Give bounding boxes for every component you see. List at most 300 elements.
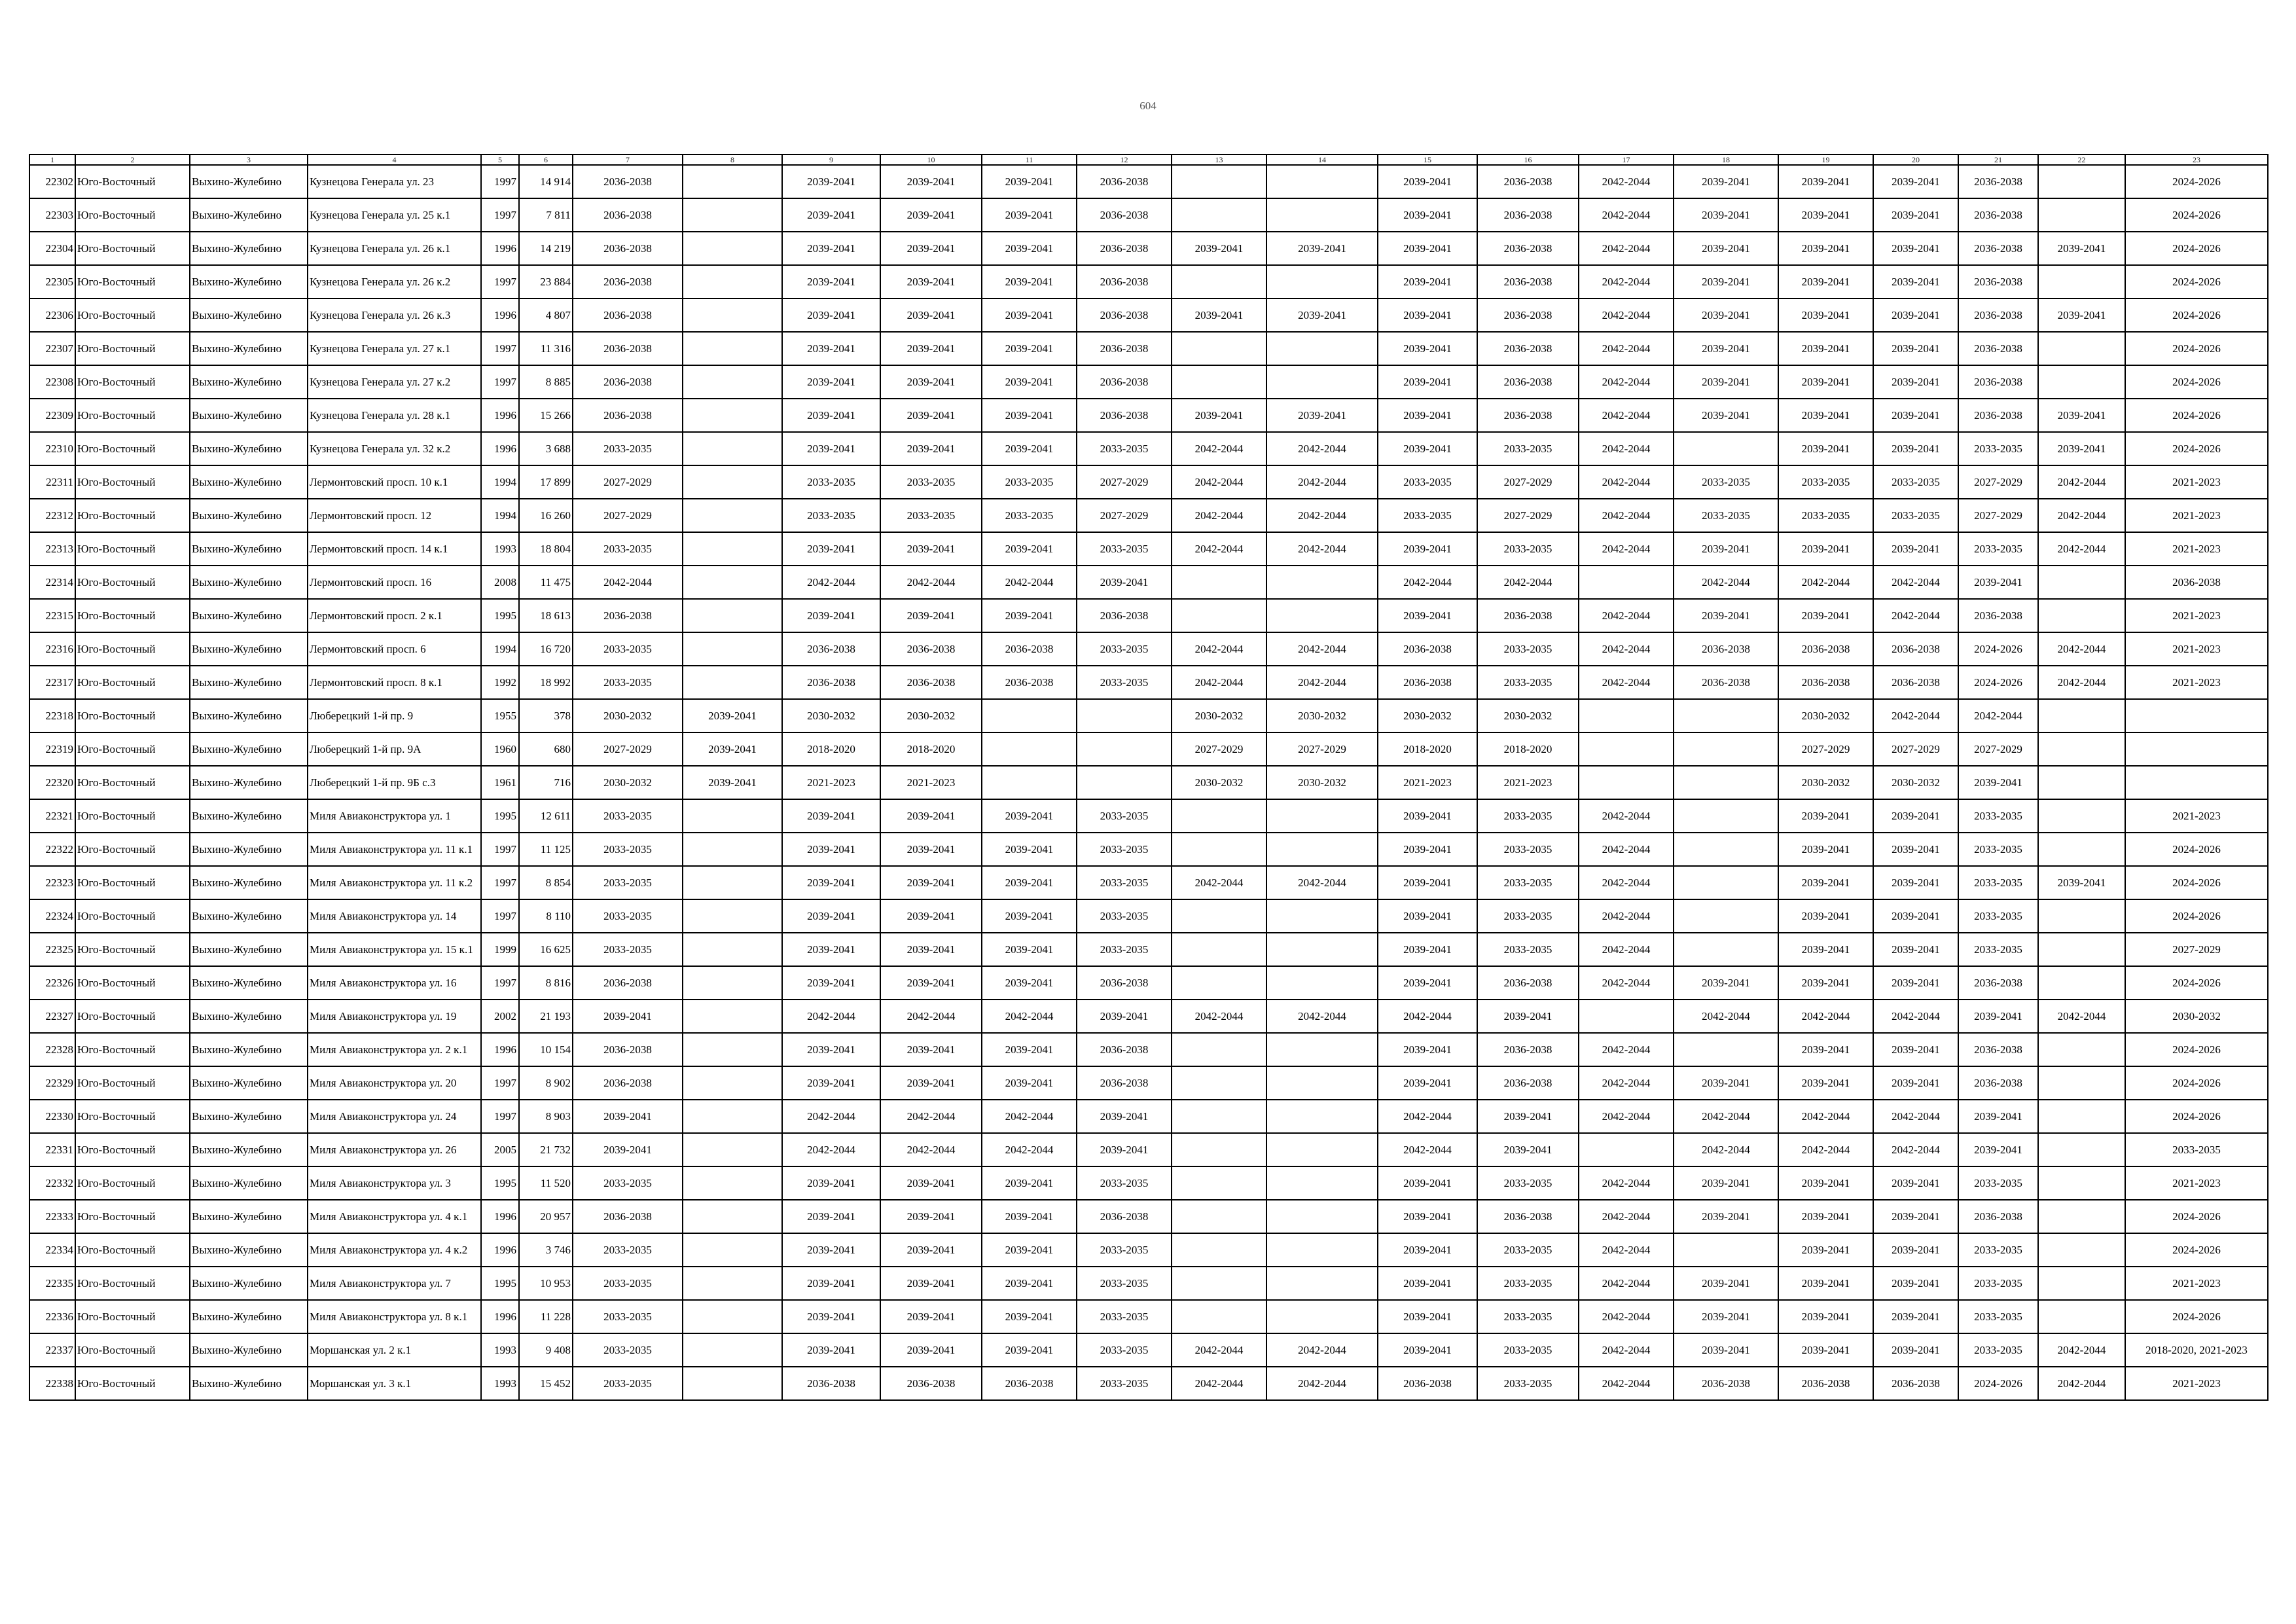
table-body <box>29 165 2268 1400</box>
table-cell-col-7: 2033-2035 <box>573 632 683 666</box>
table-cell-col-2: Юго-Восточный <box>75 966 190 1000</box>
table-cell-col-5: 1995 <box>481 1267 519 1300</box>
table-cell-col-12: 2033-2035 <box>1077 833 1172 866</box>
table-cell-col-21: 2027-2029 <box>1958 732 2038 766</box>
table-row <box>29 399 2268 432</box>
table-cell-col-12: 2033-2035 <box>1077 1233 1172 1267</box>
table-cell-col-17: 2042-2044 <box>1579 799 1674 833</box>
table-cell-col-9: 2039-2041 <box>782 265 880 298</box>
table-cell-col-16: 2027-2029 <box>1477 465 1579 499</box>
table-cell-col-2: Юго-Восточный <box>75 599 190 632</box>
table-cell-col-12: 2039-2041 <box>1077 1133 1172 1166</box>
table-cell-col-13 <box>1172 966 1266 1000</box>
table-cell-col-5: 1996 <box>481 1233 519 1267</box>
table-cell-col-5: 2008 <box>481 566 519 599</box>
table-cell-col-2: Юго-Восточный <box>75 1066 190 1100</box>
table-cell-col-15: 2021-2023 <box>1378 766 1477 799</box>
table-cell-col-18: 2039-2041 <box>1674 365 1778 399</box>
table-cell-col-10: 2039-2041 <box>880 1300 982 1333</box>
table-cell-col-14 <box>1266 1300 1378 1333</box>
table-cell-col-15: 2039-2041 <box>1378 1033 1477 1066</box>
table-cell-col-14 <box>1266 799 1378 833</box>
table-cell-col-1: 22304 <box>29 232 75 265</box>
table-cell-col-10: 2036-2038 <box>880 632 982 666</box>
table-cell-col-10: 2039-2041 <box>880 1233 982 1267</box>
table-cell-col-7: 2036-2038 <box>573 399 683 432</box>
table-cell-col-4: Кузнецова Генерала ул. 32 к.2 <box>308 432 481 465</box>
table-cell-col-23: 2021-2023 <box>2125 1166 2268 1200</box>
table-cell-col-7: 2033-2035 <box>573 799 683 833</box>
table-cell-col-9: 2039-2041 <box>782 1333 880 1367</box>
table-cell-col-5: 1997 <box>481 966 519 1000</box>
table-cell-col-9: 2021-2023 <box>782 766 880 799</box>
table-cell-col-3: Выхино-Жулебино <box>190 933 308 966</box>
table-cell-col-6: 8 110 <box>519 899 573 933</box>
table-cell-col-21: 2039-2041 <box>1958 1133 2038 1166</box>
table-cell-col-4: Миля Авиаконструктора ул. 1 <box>308 799 481 833</box>
table-row <box>29 1000 2268 1033</box>
table-cell-col-16: 2036-2038 <box>1477 399 1579 432</box>
table-cell-col-4: Миля Авиаконструктора ул. 14 <box>308 899 481 933</box>
table-cell-col-16: 2042-2044 <box>1477 566 1579 599</box>
table-cell-col-7: 2036-2038 <box>573 232 683 265</box>
column-number-18: 18 <box>1674 154 1778 165</box>
table-cell-col-20: 2039-2041 <box>1873 899 1958 933</box>
table-cell-col-13 <box>1172 1066 1266 1100</box>
table-cell-col-14 <box>1266 966 1378 1000</box>
table-cell-col-23: 2018-2020, 2021-2023 <box>2125 1333 2268 1367</box>
table-cell-col-21: 2036-2038 <box>1958 399 2038 432</box>
table-cell-col-9: 2039-2041 <box>782 966 880 1000</box>
table-cell-col-12: 2036-2038 <box>1077 399 1172 432</box>
table-cell-col-20: 2039-2041 <box>1873 265 1958 298</box>
table-cell-col-20: 2039-2041 <box>1873 1066 1958 1100</box>
table-cell-col-1: 22332 <box>29 1166 75 1200</box>
table-cell-col-1: 22314 <box>29 566 75 599</box>
table-cell-col-7: 2033-2035 <box>573 666 683 699</box>
table-cell-col-21: 2036-2038 <box>1958 198 2038 232</box>
table-cell-col-3: Выхино-Жулебино <box>190 866 308 899</box>
table-cell-col-2: Юго-Восточный <box>75 1133 190 1166</box>
table-cell-col-4: Миля Авиаконструктора ул. 3 <box>308 1166 481 1200</box>
table-cell-col-18: 2033-2035 <box>1674 499 1778 532</box>
table-cell-col-12: 2033-2035 <box>1077 666 1172 699</box>
table-cell-col-9: 2039-2041 <box>782 165 880 198</box>
table-cell-col-9: 2039-2041 <box>782 332 880 365</box>
table-cell-col-13 <box>1172 799 1266 833</box>
table-cell-col-4: Кузнецова Генерала ул. 23 <box>308 165 481 198</box>
table-cell-col-19: 2033-2035 <box>1778 465 1873 499</box>
table-cell-col-22 <box>2038 1200 2125 1233</box>
table-cell-col-11: 2039-2041 <box>982 1267 1077 1300</box>
table-cell-col-2: Юго-Восточный <box>75 632 190 666</box>
table-cell-col-21: 2036-2038 <box>1958 599 2038 632</box>
table-cell-col-7: 2033-2035 <box>573 833 683 866</box>
table-cell-col-10: 2039-2041 <box>880 1333 982 1367</box>
table-cell-col-6: 8 816 <box>519 966 573 1000</box>
table-cell-col-22 <box>2038 799 2125 833</box>
table-cell-col-7: 2036-2038 <box>573 332 683 365</box>
table-row <box>29 1367 2268 1400</box>
table-cell-col-9: 2039-2041 <box>782 532 880 566</box>
table-cell-col-22 <box>2038 1233 2125 1267</box>
table-cell-col-15: 2042-2044 <box>1378 1100 1477 1133</box>
table-cell-col-8 <box>683 265 782 298</box>
table-cell-col-4: Люберецкий 1-й пр. 9Б с.3 <box>308 766 481 799</box>
table-cell-col-4: Миля Авиаконструктора ул. 7 <box>308 1267 481 1300</box>
table-cell-col-10: 2039-2041 <box>880 799 982 833</box>
table-cell-col-21: 2036-2038 <box>1958 165 2038 198</box>
table-cell-col-8 <box>683 1233 782 1267</box>
table-cell-col-18: 2039-2041 <box>1674 265 1778 298</box>
table-cell-col-14: 2039-2041 <box>1266 232 1378 265</box>
table-cell-col-7: 2027-2029 <box>573 499 683 532</box>
table-cell-col-5: 1994 <box>481 465 519 499</box>
table-cell-col-17: 2042-2044 <box>1579 1333 1674 1367</box>
table-cell-col-18 <box>1674 732 1778 766</box>
table-cell-col-1: 22331 <box>29 1133 75 1166</box>
table-cell-col-13 <box>1172 1200 1266 1233</box>
table-cell-col-13 <box>1172 566 1266 599</box>
table-row <box>29 666 2268 699</box>
table-cell-col-5: 1995 <box>481 1166 519 1200</box>
table-cell-col-23 <box>2125 732 2268 766</box>
table-cell-col-17: 2042-2044 <box>1579 599 1674 632</box>
table-cell-col-2: Юго-Восточный <box>75 1000 190 1033</box>
table-cell-col-17: 2042-2044 <box>1579 1367 1674 1400</box>
table-cell-col-10: 2039-2041 <box>880 933 982 966</box>
table-cell-col-5: 1993 <box>481 532 519 566</box>
table-cell-col-22 <box>2038 966 2125 1000</box>
table-cell-col-6: 11 125 <box>519 833 573 866</box>
table-cell-col-20: 2036-2038 <box>1873 1367 1958 1400</box>
table-cell-col-12: 2033-2035 <box>1077 1166 1172 1200</box>
table-cell-col-15: 2039-2041 <box>1378 332 1477 365</box>
table-cell-col-23: 2024-2026 <box>2125 165 2268 198</box>
table-cell-col-12: 2027-2029 <box>1077 465 1172 499</box>
table-cell-col-20: 2039-2041 <box>1873 1233 1958 1267</box>
table-cell-col-20: 2039-2041 <box>1873 833 1958 866</box>
table-cell-col-19: 2042-2044 <box>1778 566 1873 599</box>
table-cell-col-18: 2039-2041 <box>1674 1267 1778 1300</box>
table-row <box>29 1300 2268 1333</box>
table-cell-col-20: 2039-2041 <box>1873 298 1958 332</box>
table-cell-col-1: 22312 <box>29 499 75 532</box>
table-cell-col-22 <box>2038 766 2125 799</box>
table-cell-col-7: 2033-2035 <box>573 866 683 899</box>
table-cell-col-20: 2027-2029 <box>1873 732 1958 766</box>
table-cell-col-12: 2036-2038 <box>1077 298 1172 332</box>
table-cell-col-22: 2042-2044 <box>2038 499 2125 532</box>
table-cell-col-18: 2039-2041 <box>1674 1300 1778 1333</box>
table-cell-col-21: 2033-2035 <box>1958 933 2038 966</box>
table-cell-col-19: 2039-2041 <box>1778 1300 1873 1333</box>
table-cell-col-18 <box>1674 699 1778 732</box>
table-cell-col-15: 2042-2044 <box>1378 1133 1477 1166</box>
table-cell-col-23: 2024-2026 <box>2125 866 2268 899</box>
table-cell-col-13 <box>1172 365 1266 399</box>
table-cell-col-4: Миля Авиаконструктора ул. 24 <box>308 1100 481 1133</box>
table-cell-col-1: 22326 <box>29 966 75 1000</box>
table-cell-col-13 <box>1172 933 1266 966</box>
table-cell-col-17: 2042-2044 <box>1579 298 1674 332</box>
table-cell-col-15: 2033-2035 <box>1378 465 1477 499</box>
table-cell-col-20: 2039-2041 <box>1873 432 1958 465</box>
table-cell-col-14 <box>1266 198 1378 232</box>
table-row <box>29 1133 2268 1166</box>
table-cell-col-7: 2030-2032 <box>573 766 683 799</box>
table-cell-col-9: 2039-2041 <box>782 232 880 265</box>
table-cell-col-11: 2039-2041 <box>982 799 1077 833</box>
table-cell-col-3: Выхино-Жулебино <box>190 198 308 232</box>
table-cell-col-2: Юго-Восточный <box>75 833 190 866</box>
column-number-15: 15 <box>1378 154 1477 165</box>
table-cell-col-4: Кузнецова Генерала ул. 27 к.2 <box>308 365 481 399</box>
table-cell-col-6: 18 613 <box>519 599 573 632</box>
table-cell-col-1: 22338 <box>29 1367 75 1400</box>
table-cell-col-10: 2036-2038 <box>880 666 982 699</box>
table-cell-col-8 <box>683 499 782 532</box>
table-cell-col-6: 15 266 <box>519 399 573 432</box>
table-cell-col-8 <box>683 365 782 399</box>
table-cell-col-16: 2033-2035 <box>1477 532 1579 566</box>
table-cell-col-11: 2039-2041 <box>982 1333 1077 1367</box>
table-cell-col-17: 2042-2044 <box>1579 399 1674 432</box>
table-cell-col-19: 2039-2041 <box>1778 1333 1873 1367</box>
table-cell-col-23: 2021-2023 <box>2125 632 2268 666</box>
table-cell-col-2: Юго-Восточный <box>75 1233 190 1267</box>
table-row <box>29 1033 2268 1066</box>
table-cell-col-6: 16 260 <box>519 499 573 532</box>
table-cell-col-22 <box>2038 1100 2125 1133</box>
table-cell-col-2: Юго-Восточный <box>75 165 190 198</box>
table-cell-col-1: 22306 <box>29 298 75 332</box>
table-cell-col-2: Юго-Восточный <box>75 1333 190 1367</box>
table-cell-col-5: 1997 <box>481 1100 519 1133</box>
table-cell-col-8 <box>683 1033 782 1066</box>
table-cell-col-4: Лермонтовский просп. 12 <box>308 499 481 532</box>
table-cell-col-10: 2036-2038 <box>880 1367 982 1400</box>
table-cell-col-1: 22307 <box>29 332 75 365</box>
table-cell-col-6: 16 625 <box>519 933 573 966</box>
table-cell-col-9: 2033-2035 <box>782 465 880 499</box>
table-cell-col-6: 10 154 <box>519 1033 573 1066</box>
table-cell-col-14: 2042-2044 <box>1266 1367 1378 1400</box>
table-cell-col-21: 2033-2035 <box>1958 1166 2038 1200</box>
table-cell-col-13: 2042-2044 <box>1172 1367 1266 1400</box>
table-cell-col-8 <box>683 599 782 632</box>
table-cell-col-23: 2024-2026 <box>2125 1033 2268 1066</box>
table-cell-col-19: 2039-2041 <box>1778 165 1873 198</box>
table-cell-col-20: 2039-2041 <box>1873 1033 1958 1066</box>
table-cell-col-20: 2039-2041 <box>1873 866 1958 899</box>
table-cell-col-2: Юго-Восточный <box>75 1100 190 1133</box>
table-cell-col-18 <box>1674 866 1778 899</box>
table-cell-col-23: 2024-2026 <box>2125 399 2268 432</box>
table-cell-col-1: 22317 <box>29 666 75 699</box>
table-cell-col-17 <box>1579 1133 1674 1166</box>
table-cell-col-8 <box>683 799 782 833</box>
table-cell-col-18: 2039-2041 <box>1674 599 1778 632</box>
table-cell-col-14 <box>1266 1200 1378 1233</box>
table-cell-col-19: 2039-2041 <box>1778 833 1873 866</box>
table-cell-col-23: 2024-2026 <box>2125 432 2268 465</box>
table-cell-col-5: 1995 <box>481 599 519 632</box>
table-cell-col-20: 2042-2044 <box>1873 699 1958 732</box>
table-cell-col-10: 2018-2020 <box>880 732 982 766</box>
table-cell-col-6: 23 884 <box>519 265 573 298</box>
table-cell-col-13: 2042-2044 <box>1172 532 1266 566</box>
table-row <box>29 1267 2268 1300</box>
table-cell-col-9: 2039-2041 <box>782 1066 880 1100</box>
table-cell-col-11: 2039-2041 <box>982 599 1077 632</box>
table-cell-col-1: 22321 <box>29 799 75 833</box>
table-cell-col-5: 1996 <box>481 1033 519 1066</box>
table-cell-col-6: 8 885 <box>519 365 573 399</box>
table-cell-col-22 <box>2038 1066 2125 1100</box>
table-cell-col-14 <box>1266 1267 1378 1300</box>
table-cell-col-6: 378 <box>519 699 573 732</box>
table-cell-col-19: 2039-2041 <box>1778 198 1873 232</box>
table-cell-col-5: 1996 <box>481 1200 519 1233</box>
table-cell-col-23: 2021-2023 <box>2125 532 2268 566</box>
table-cell-col-1: 22337 <box>29 1333 75 1367</box>
table-cell-col-23: 2036-2038 <box>2125 566 2268 599</box>
table-cell-col-1: 22316 <box>29 632 75 666</box>
table-cell-col-19: 2030-2032 <box>1778 766 1873 799</box>
table-cell-col-19: 2039-2041 <box>1778 866 1873 899</box>
table-cell-col-17: 2042-2044 <box>1579 198 1674 232</box>
table-row <box>29 1066 2268 1100</box>
table-row <box>29 1100 2268 1133</box>
table-cell-col-11: 2042-2044 <box>982 1100 1077 1133</box>
table-cell-col-22 <box>2038 198 2125 232</box>
table-cell-col-12: 2033-2035 <box>1077 432 1172 465</box>
table-cell-col-20: 2039-2041 <box>1873 165 1958 198</box>
table-cell-col-16: 2033-2035 <box>1477 666 1579 699</box>
table-cell-col-7: 2036-2038 <box>573 599 683 632</box>
table-cell-col-9: 2042-2044 <box>782 1000 880 1033</box>
table-cell-col-19: 2033-2035 <box>1778 499 1873 532</box>
table-cell-col-3: Выхино-Жулебино <box>190 799 308 833</box>
table-cell-col-18: 2042-2044 <box>1674 1133 1778 1166</box>
table-cell-col-17: 2042-2044 <box>1579 499 1674 532</box>
table-cell-col-6: 11 520 <box>519 1166 573 1200</box>
table-cell-col-3: Выхино-Жулебино <box>190 1133 308 1166</box>
table-cell-col-18: 2039-2041 <box>1674 1166 1778 1200</box>
column-number-header <box>29 154 2268 165</box>
table-cell-col-5: 1997 <box>481 899 519 933</box>
table-cell-col-14 <box>1266 165 1378 198</box>
table-cell-col-6: 3 746 <box>519 1233 573 1267</box>
table-cell-col-14: 2039-2041 <box>1266 298 1378 332</box>
table-cell-col-19: 2039-2041 <box>1778 365 1873 399</box>
table-cell-col-10: 2039-2041 <box>880 899 982 933</box>
table-cell-col-3: Выхино-Жулебино <box>190 365 308 399</box>
table-cell-col-16: 2033-2035 <box>1477 833 1579 866</box>
table-cell-col-10: 2039-2041 <box>880 1166 982 1200</box>
table-cell-col-3: Выхино-Жулебино <box>190 632 308 666</box>
table-cell-col-5: 1997 <box>481 198 519 232</box>
table-cell-col-10: 2033-2035 <box>880 465 982 499</box>
table-cell-col-14 <box>1266 566 1378 599</box>
table-row <box>29 1333 2268 1367</box>
table-cell-col-7: 2036-2038 <box>573 1066 683 1100</box>
table-cell-col-19: 2039-2041 <box>1778 432 1873 465</box>
table-cell-col-22: 2042-2044 <box>2038 1367 2125 1400</box>
table-cell-col-6: 14 219 <box>519 232 573 265</box>
table-cell-col-11: 2039-2041 <box>982 1233 1077 1267</box>
table-cell-col-16: 2036-2038 <box>1477 365 1579 399</box>
table-cell-col-2: Юго-Восточный <box>75 1300 190 1333</box>
table-row <box>29 165 2268 198</box>
table-cell-col-9: 2039-2041 <box>782 365 880 399</box>
table-cell-col-2: Юго-Восточный <box>75 799 190 833</box>
table-cell-col-3: Выхино-Жулебино <box>190 666 308 699</box>
table-cell-col-20: 2039-2041 <box>1873 1267 1958 1300</box>
table-cell-col-2: Юго-Восточный <box>75 566 190 599</box>
table-cell-col-13: 2042-2044 <box>1172 432 1266 465</box>
table-cell-col-17: 2042-2044 <box>1579 833 1674 866</box>
table-cell-col-3: Выхино-Жулебино <box>190 1267 308 1300</box>
table-cell-col-18 <box>1674 1233 1778 1267</box>
table-cell-col-16: 2033-2035 <box>1477 866 1579 899</box>
table-cell-col-12 <box>1077 699 1172 732</box>
table-cell-col-22: 2042-2044 <box>2038 632 2125 666</box>
table-cell-col-21: 2033-2035 <box>1958 1233 2038 1267</box>
table-cell-col-22: 2039-2041 <box>2038 298 2125 332</box>
table-cell-col-13 <box>1172 1267 1266 1300</box>
table-cell-col-1: 22322 <box>29 833 75 866</box>
table-cell-col-12: 2033-2035 <box>1077 632 1172 666</box>
table-cell-col-21: 2036-2038 <box>1958 265 2038 298</box>
column-number-9: 9 <box>782 154 880 165</box>
table-cell-col-1: 22335 <box>29 1267 75 1300</box>
table-cell-col-6: 15 452 <box>519 1367 573 1400</box>
table-cell-col-2: Юго-Восточный <box>75 365 190 399</box>
table-cell-col-13: 2042-2044 <box>1172 465 1266 499</box>
table-row <box>29 766 2268 799</box>
table-cell-col-11: 2039-2041 <box>982 265 1077 298</box>
table-cell-col-18: 2039-2041 <box>1674 165 1778 198</box>
table-cell-col-17: 2042-2044 <box>1579 632 1674 666</box>
table-cell-col-5: 1992 <box>481 666 519 699</box>
table-cell-col-21: 2024-2026 <box>1958 666 2038 699</box>
table-cell-col-21: 2039-2041 <box>1958 1000 2038 1033</box>
table-cell-col-11: 2039-2041 <box>982 399 1077 432</box>
table-cell-col-12: 2036-2038 <box>1077 1200 1172 1233</box>
table-cell-col-20: 2039-2041 <box>1873 532 1958 566</box>
table-cell-col-21: 2039-2041 <box>1958 566 2038 599</box>
column-number-4: 4 <box>308 154 481 165</box>
table-cell-col-15: 2039-2041 <box>1378 399 1477 432</box>
table-cell-col-16: 2036-2038 <box>1477 198 1579 232</box>
table-cell-col-10: 2039-2041 <box>880 1066 982 1100</box>
table-cell-col-15: 2039-2041 <box>1378 799 1477 833</box>
table-cell-col-15: 2039-2041 <box>1378 1333 1477 1367</box>
table-cell-col-13: 2039-2041 <box>1172 399 1266 432</box>
table-cell-col-11: 2039-2041 <box>982 899 1077 933</box>
table-cell-col-19: 2039-2041 <box>1778 1267 1873 1300</box>
table-cell-col-23: 2024-2026 <box>2125 1233 2268 1267</box>
column-number-14: 14 <box>1266 154 1378 165</box>
table-cell-col-17 <box>1579 1000 1674 1033</box>
table-cell-col-8 <box>683 966 782 1000</box>
table-cell-col-1: 22323 <box>29 866 75 899</box>
table-cell-col-19: 2036-2038 <box>1778 666 1873 699</box>
table-cell-col-8 <box>683 432 782 465</box>
table-cell-col-13: 2027-2029 <box>1172 732 1266 766</box>
